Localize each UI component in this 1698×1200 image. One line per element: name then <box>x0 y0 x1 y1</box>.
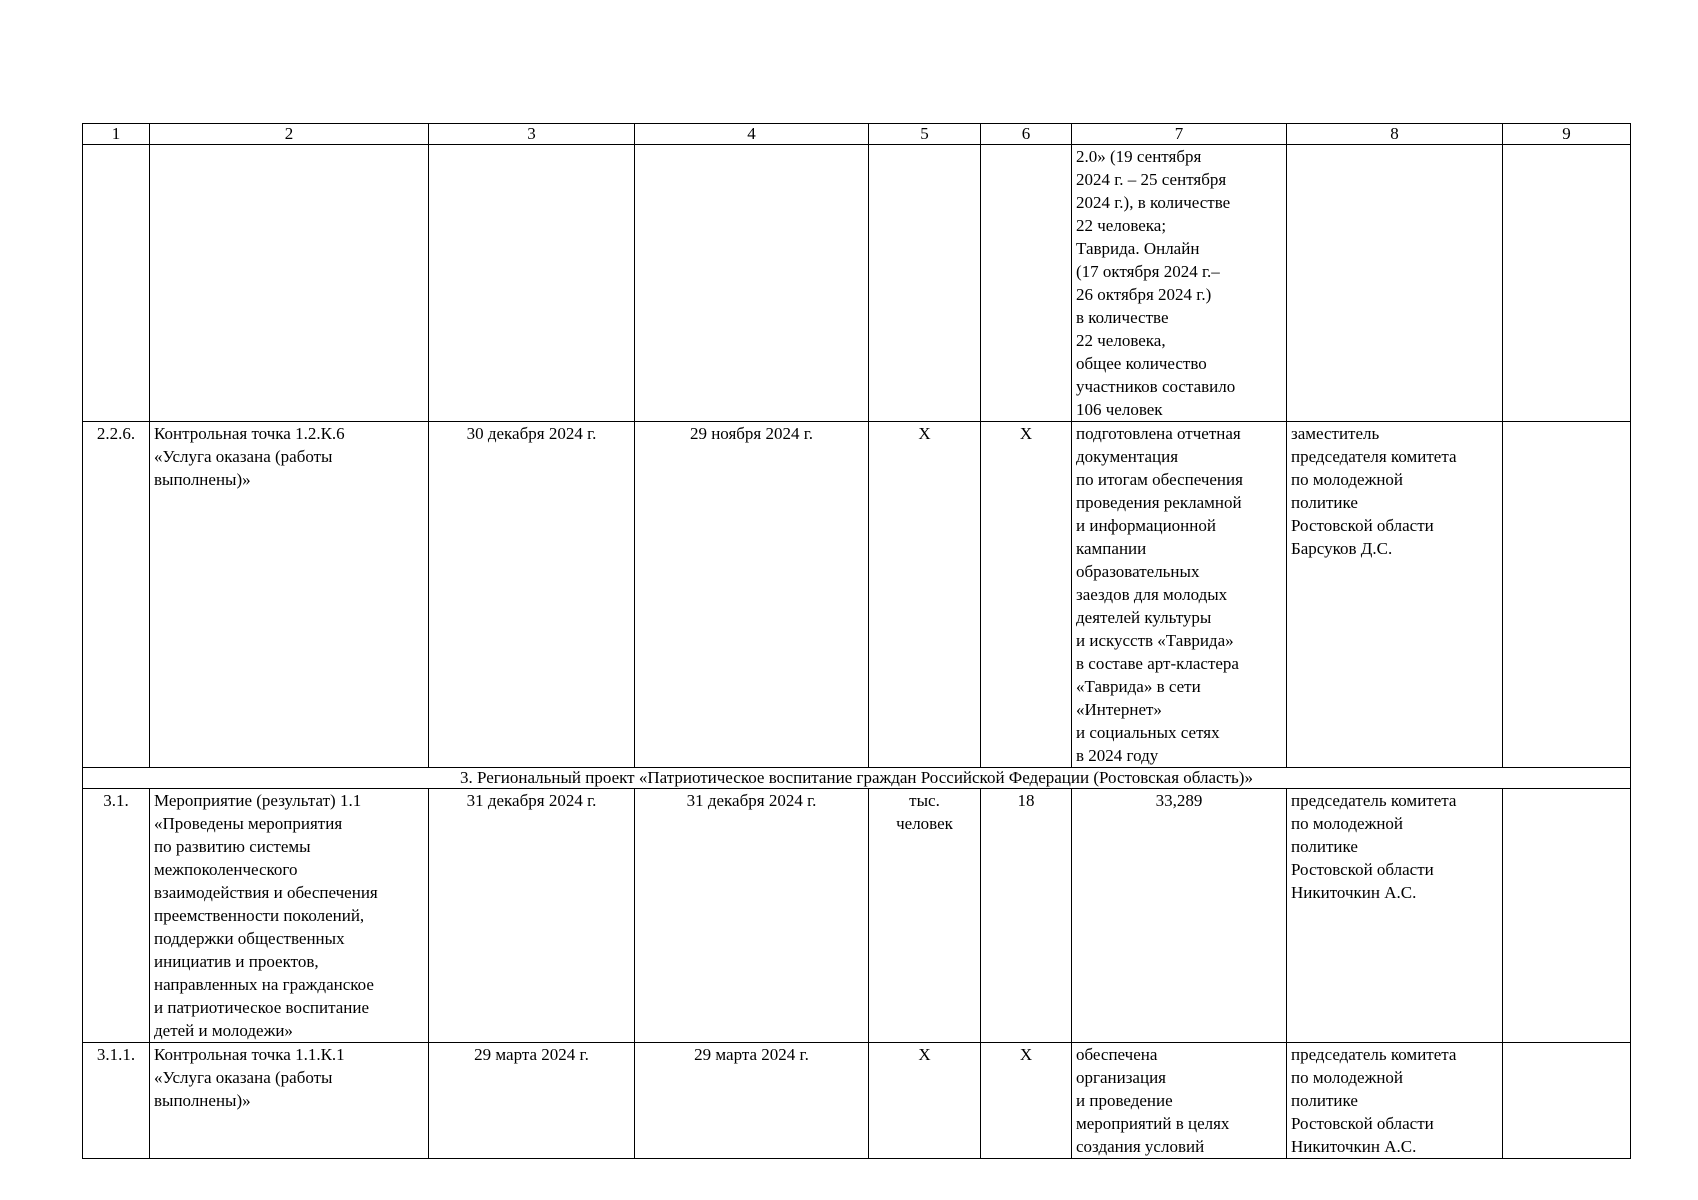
row-unit: тыс. человек <box>869 789 981 1043</box>
row-name: Мероприятие (результат) 1.1 «Проведены мероприятия по развитию системы межпоколенческого взаимодействия и обеспечения преемственности поколений, поддержки общественных инициатив и проектов, направленных на гражданское и патриотическое воспитание детей и молодежи» <box>150 789 429 1043</box>
report-table <box>82 123 1631 1159</box>
header-cell: 3 <box>429 124 635 145</box>
row-result: 2.0» (19 сентября 2024 г. – 25 сентября 2024 г.), в количестве 22 человека; Таврида. Онлайн (17 октября 2024 г.– 26 октября 2024 г.) в количестве 22 человека, общее количество участников составило 106 человек <box>1072 145 1287 422</box>
row-note <box>1503 789 1631 1043</box>
row-unit: Х <box>869 422 981 768</box>
table-row <box>83 145 1631 422</box>
row-note <box>1503 422 1631 768</box>
report-page <box>82 123 1630 1159</box>
row-fact-date: 31 декабря 2024 г. <box>635 789 869 1043</box>
row-unit: Х <box>869 1043 981 1159</box>
row-plan-date: 31 декабря 2024 г. <box>429 789 635 1043</box>
row-responsible <box>1287 145 1503 422</box>
row-number: 2.2.6. <box>83 422 150 768</box>
row-responsible: заместитель председателя комитета по молодежной политике Ростовской области Барсуков Д.С. <box>1287 422 1503 768</box>
table-row <box>83 422 1631 768</box>
row-name: Контрольная точка 1.2.К.6 «Услуга оказана (работы выполнены)» <box>150 422 429 768</box>
row-responsible: председатель комитета по молодежной политике Ростовской области Никиточкин А.С. <box>1287 1043 1503 1159</box>
table-row <box>83 789 1631 1043</box>
row-value <box>981 145 1072 422</box>
row-note <box>1503 1043 1631 1159</box>
row-result: 33,289 <box>1072 789 1287 1043</box>
row-value: 18 <box>981 789 1072 1043</box>
header-cell: 6 <box>981 124 1072 145</box>
row-name <box>150 145 429 422</box>
row-fact-date: 29 марта 2024 г. <box>635 1043 869 1159</box>
header-cell: 5 <box>869 124 981 145</box>
row-plan-date: 29 марта 2024 г. <box>429 1043 635 1159</box>
row-note <box>1503 145 1631 422</box>
row-plan-date: 30 декабря 2024 г. <box>429 422 635 768</box>
row-value: Х <box>981 1043 1072 1159</box>
header-cell: 4 <box>635 124 869 145</box>
row-number: 3.1.1. <box>83 1043 150 1159</box>
section-row <box>83 768 1631 789</box>
header-cell: 2 <box>150 124 429 145</box>
row-name: Контрольная точка 1.1.К.1 «Услуга оказана (работы выполнены)» <box>150 1043 429 1159</box>
header-cell: 7 <box>1072 124 1287 145</box>
row-number: 3.1. <box>83 789 150 1043</box>
row-result: подготовлена отчетная документация по итогам обеспечения проведения рекламной и информационной кампании образовательных заездов для молодых деятелей культуры и искусств «Таврида» в составе арт-кластера «Таврида» в сети «Интернет» и социальных сетях в 2024 году <box>1072 422 1287 768</box>
row-fact-date: 29 ноября 2024 г. <box>635 422 869 768</box>
column-number-header <box>83 124 1631 145</box>
section-title: 3. Региональный проект «Патриотическое воспитание граждан Российской Федерации (Ростовская область)» <box>83 768 1631 789</box>
row-fact-date <box>635 145 869 422</box>
header-cell: 1 <box>83 124 150 145</box>
row-responsible: председатель комитета по молодежной политике Ростовской области Никиточкин А.С. <box>1287 789 1503 1043</box>
header-cell: 9 <box>1503 124 1631 145</box>
header-cell: 8 <box>1287 124 1503 145</box>
table-row <box>83 1043 1631 1159</box>
row-value: Х <box>981 422 1072 768</box>
row-unit <box>869 145 981 422</box>
row-result: обеспечена организация и проведение мероприятий в целях создания условий <box>1072 1043 1287 1159</box>
row-plan-date <box>429 145 635 422</box>
row-number <box>83 145 150 422</box>
